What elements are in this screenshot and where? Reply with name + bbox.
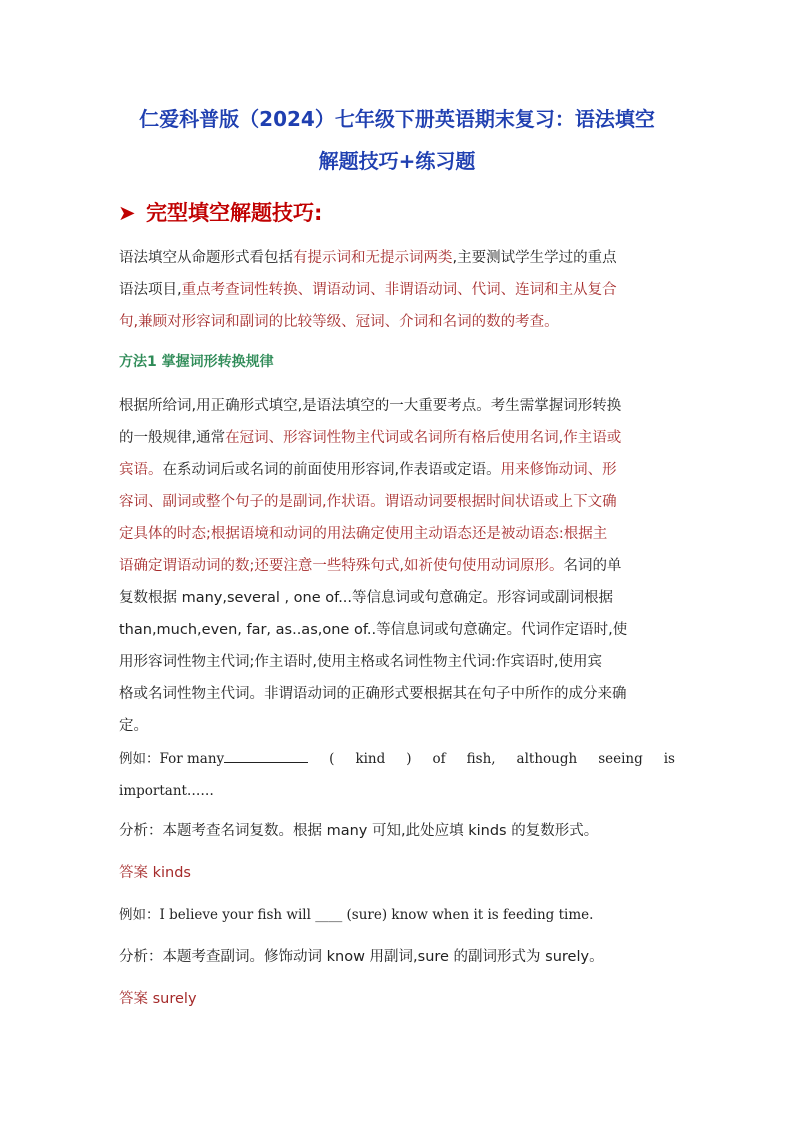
highlight-text: 在冠词、形容词性物主代词或名词所有格后使用名词,作主语或 (225, 430, 622, 446)
para-line-8: than,much,even, far, as..as,one of..等信息词或句意确定。代词作定语时,使 (119, 622, 628, 638)
answer-blank: ____ (315, 907, 343, 923)
analysis-2: 分析：本题考查副词。修饰动词 know 用副词,sure 的副词形式为 surely。 (119, 949, 604, 965)
para-line-7: 复数根据 many,several , one of...等信息词或句意确定。形容词或副词根据 (119, 590, 614, 606)
document-title-line1: 仁爱科普版（2024）七年级下册英语期末复习：语法填空 (139, 107, 655, 131)
answer-2: 答案 surely (119, 991, 197, 1007)
intro-line-3: 句,兼顾对形容词和副词的比较等级、冠词、介词和名词的数的考查。 (119, 314, 559, 330)
example-1 (119, 743, 675, 807)
para-line-4: 容词、副词或整个句子的是副词,作状语。谓语动词要根据时间状语或上下文确 (119, 494, 617, 510)
example-1-line-1: 例如：For many ( kind ) of fish, although seeing is (119, 751, 675, 767)
section-heading-text: 完型填空解题技巧: (146, 201, 323, 225)
document-title-line2: 解题技巧+练习题 (318, 149, 476, 173)
section-heading (118, 198, 322, 228)
para-line-6: 语确定谓语动词的数;还要注意一些特殊句式,如祈使句使用动词原形。名词的单 (119, 558, 622, 574)
method-paragraph (119, 390, 675, 742)
method-title: 方法1 掌握词形转换规律 (119, 354, 274, 370)
intro-line-2: 语法项目,重点考查词性转换、谓语动词、非谓语动词、代词、连词和主从复合 (119, 282, 617, 298)
intro-paragraph (119, 242, 675, 338)
para-line-5: 定具体的时态;根据语境和动词的用法确定使用主动语态还是被动语态:根据主 (119, 526, 608, 542)
intro-line-1: 语法填空从命题形式看包括有提示词和无提示词两类,主要测试学生学过的重点 (119, 250, 617, 266)
highlight-text: 重点考查词性转换、谓语动词、非谓语动词、代词、连词和主从复合 (181, 282, 617, 298)
para-line-2: 的一般规律,通常在冠词、形容词性物主代词或名词所有格后使用名词,作主语或 (119, 430, 622, 446)
arrow-bullet-icon: ➤ (118, 201, 136, 225)
para-line-1: 根据所给词,用正确形式填空,是语法填空的一大重要考点。考生需掌握词形转换 (119, 398, 622, 414)
highlight-text: 有提示词和无提示词两类 (293, 250, 453, 266)
para-line-3: 宾语。在系动词后或名词的前面使用形容词,作表语或定语。用来修饰动词、形 (119, 462, 617, 478)
analysis-1: 分析：本题考查名词复数。根据 many 可知,此处应填 kinds 的复数形式。 (119, 823, 599, 839)
example-1-line-2: important…… (119, 783, 214, 799)
para-line-9: 用形容词性物主代词;作主语时,使用主格或名词性物主代词:作宾语时,使用宾 (119, 654, 602, 670)
example-2: 例如：I believe your fish will ____ (sure) know when it is feeding time. (119, 907, 594, 923)
answer-1: 答案 kinds (119, 865, 191, 881)
answer-blank (224, 750, 308, 763)
para-line-11: 定。 (119, 718, 148, 734)
para-line-10: 格或名词性物主代词。非谓语动词的正确形式要根据其在句子中所作的成分来确 (119, 686, 627, 702)
